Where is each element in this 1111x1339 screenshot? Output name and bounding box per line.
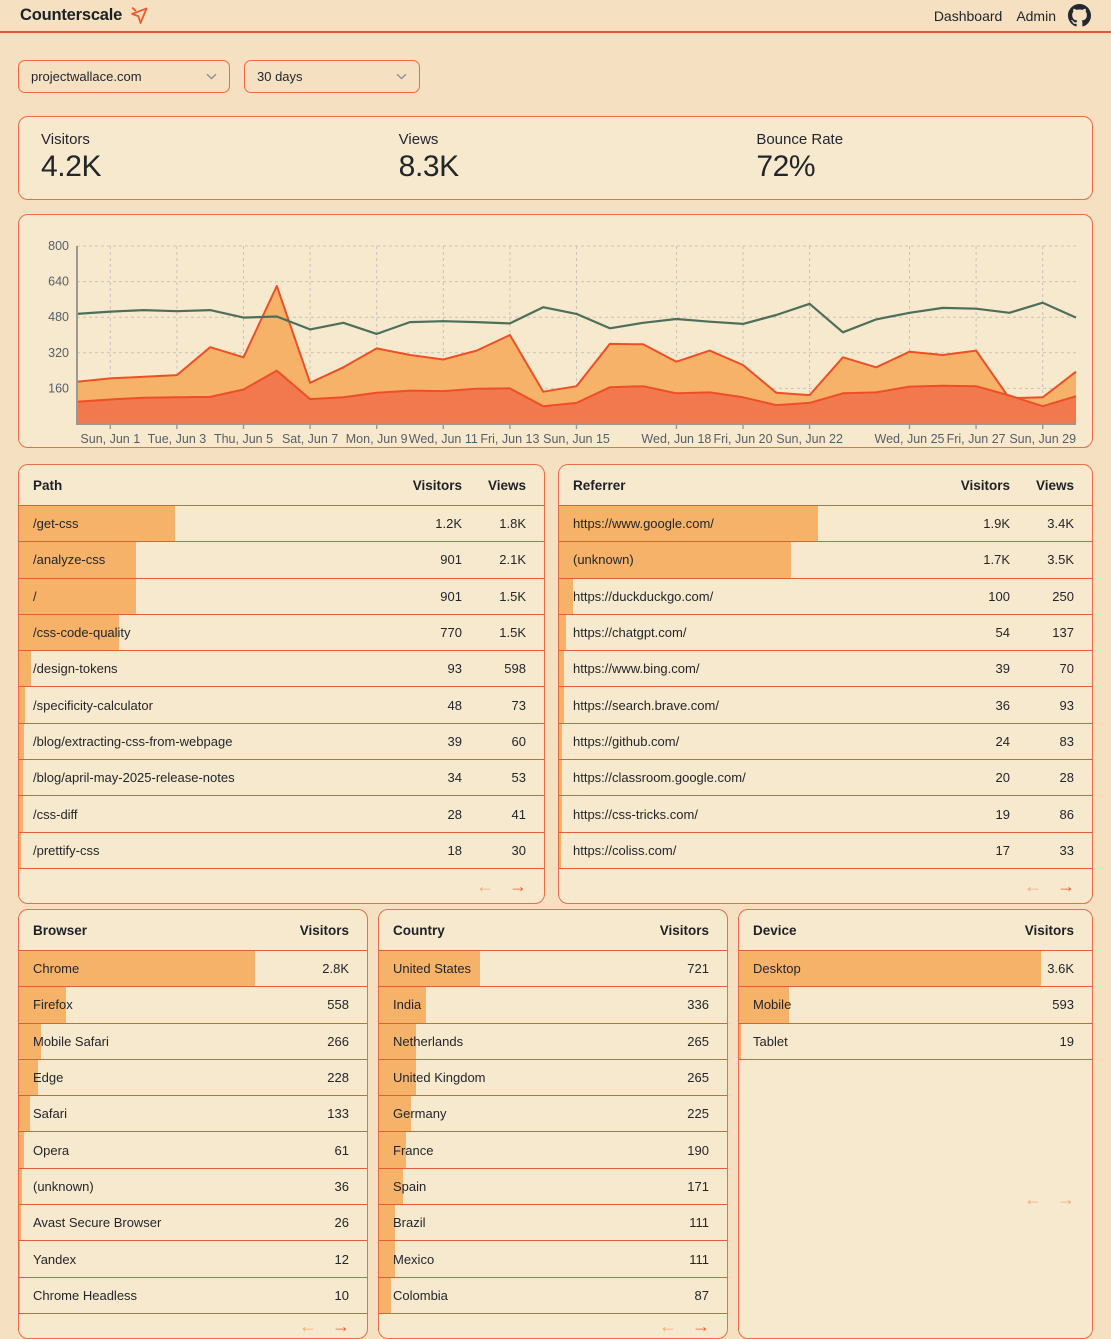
- referrer-table-card: [558, 464, 1093, 904]
- table-pagination: [19, 868, 544, 903]
- github-icon[interactable]: [1068, 4, 1091, 27]
- stat-label: Bounce Rate: [756, 131, 844, 148]
- row-value: 1.7K: [983, 552, 1010, 568]
- dashboard-main: [0, 60, 1111, 1339]
- svg-text:Sun, Jun 1: Sun, Jun 1: [80, 432, 141, 446]
- browser-table-card: [18, 909, 368, 1339]
- column-header: Referrer: [573, 477, 626, 493]
- table-pagination: [19, 1313, 367, 1339]
- table-header: [19, 465, 544, 505]
- row-share-bar: [19, 1096, 30, 1131]
- svg-text:Wed, Jun 25: Wed, Jun 25: [874, 432, 945, 446]
- row-value: 250: [1052, 588, 1074, 604]
- column-header: Path: [33, 477, 63, 493]
- row-share-bar: [379, 1278, 391, 1313]
- table-row[interactable]: [379, 1277, 727, 1313]
- svg-text:Tue, Jun 3: Tue, Jun 3: [147, 432, 207, 446]
- row-label: https://www.google.com/: [573, 516, 714, 532]
- table-row[interactable]: [379, 1059, 727, 1095]
- filter-bar: [18, 60, 1093, 93]
- row-label: Firefox: [33, 997, 73, 1013]
- row-value: 30: [511, 842, 526, 858]
- table-row[interactable]: [19, 686, 544, 722]
- row-value: 48: [447, 697, 462, 713]
- cursor-logo-icon: [129, 5, 150, 26]
- row-value: 558: [327, 997, 349, 1013]
- row-label: https://www.bing.com/: [573, 661, 700, 677]
- row-share-bar: [19, 1241, 20, 1276]
- svg-text:Fri, Jun 13: Fri, Jun 13: [480, 432, 540, 446]
- table-header: [559, 465, 1092, 505]
- summary-stats-card: [18, 116, 1093, 200]
- table-row[interactable]: [379, 1023, 727, 1059]
- column-header: Visitors: [659, 922, 709, 938]
- prev-page-arrow[interactable]: ←: [1024, 875, 1042, 896]
- table-row[interactable]: [559, 541, 1092, 577]
- row-value: 100: [988, 588, 1010, 604]
- row-value: 73: [511, 697, 526, 713]
- table-pagination: [559, 868, 1092, 903]
- table-pagination: [739, 1059, 1092, 1338]
- row-value: 12: [334, 1251, 349, 1267]
- svg-text:640: 640: [48, 274, 69, 289]
- row-label: India: [393, 997, 422, 1013]
- next-page-arrow[interactable]: →: [1057, 875, 1075, 896]
- table-row[interactable]: [559, 614, 1092, 650]
- row-value: 901: [440, 552, 462, 568]
- row-label: /blog/april-may-2025-release-notes: [33, 770, 235, 786]
- brand[interactable]: [20, 5, 150, 26]
- stat-visitors: [19, 131, 377, 199]
- row-share-bar: [559, 833, 561, 868]
- table-rows: [379, 950, 727, 1313]
- row-value: 61: [334, 1142, 349, 1158]
- row-value: 87: [694, 1287, 709, 1303]
- table-row[interactable]: [379, 1168, 727, 1204]
- column-header: Visitors: [960, 477, 1010, 493]
- row-value: 54: [995, 625, 1010, 641]
- row-value: 20: [995, 770, 1010, 786]
- table-rows: [19, 505, 544, 868]
- row-label: Safari: [33, 1106, 67, 1122]
- row-label: https://coliss.com/: [573, 842, 677, 858]
- nav-admin[interactable]: Admin: [1016, 7, 1056, 24]
- row-value: 2.1K: [499, 552, 526, 568]
- row-label: Tablet: [753, 1033, 788, 1049]
- row-value: 19: [1059, 1033, 1074, 1049]
- stat-views: [377, 131, 735, 199]
- svg-text:Sun, Jun 15: Sun, Jun 15: [543, 432, 610, 446]
- row-label: Desktop: [753, 961, 801, 977]
- row-value: 171: [687, 1178, 709, 1194]
- row-label: /get-css: [33, 516, 79, 532]
- table-row[interactable]: [379, 1204, 727, 1240]
- chevron-down-icon: [206, 73, 217, 80]
- table-row[interactable]: [19, 614, 544, 650]
- row-value: 1.8K: [499, 516, 526, 532]
- table-row[interactable]: [19, 578, 544, 614]
- site-select[interactable]: [18, 60, 230, 93]
- table-row[interactable]: [559, 759, 1092, 795]
- row-label: https://classroom.google.com/: [573, 770, 746, 786]
- row-share-bar: [19, 833, 21, 868]
- row-label: France: [393, 1142, 434, 1158]
- stat-bounce-rate: [734, 131, 1092, 199]
- row-label: /analyze-css: [33, 552, 106, 568]
- row-label: /css-diff: [33, 806, 78, 822]
- row-value: 225: [687, 1106, 709, 1122]
- row-share-bar: [19, 687, 25, 722]
- row-value: 18: [447, 842, 462, 858]
- row-label: (unknown): [573, 552, 634, 568]
- row-value: 133: [327, 1106, 349, 1122]
- row-value: 3.6K: [1047, 961, 1074, 977]
- row-value: 1.9K: [983, 516, 1010, 532]
- row-label: https://css-tricks.com/: [573, 806, 698, 822]
- row-share-bar: [559, 615, 566, 650]
- table-row[interactable]: [19, 1131, 367, 1167]
- row-share-bar: [559, 760, 562, 795]
- table-row[interactable]: [559, 686, 1092, 722]
- row-value: 770: [440, 625, 462, 641]
- table-row[interactable]: [19, 1023, 367, 1059]
- row-value: 336: [687, 997, 709, 1013]
- row-label: Germany: [393, 1106, 447, 1122]
- row-value: 39: [995, 661, 1010, 677]
- row-value: 1.5K: [499, 625, 526, 641]
- svg-text:Wed, Jun 11: Wed, Jun 11: [408, 432, 478, 446]
- row-label: /blog/extracting-css-from-webpage: [33, 733, 233, 749]
- row-value: 36: [334, 1178, 349, 1194]
- table-row[interactable]: [19, 723, 544, 759]
- row-label: Spain: [393, 1178, 427, 1194]
- table-row[interactable]: [559, 832, 1092, 868]
- row-value: 33: [1059, 842, 1074, 858]
- row-share-bar: [19, 651, 31, 686]
- row-label: /css-code-quality: [33, 625, 131, 641]
- table-row[interactable]: [559, 795, 1092, 831]
- table-row[interactable]: [379, 1131, 727, 1167]
- table-row[interactable]: [379, 1095, 727, 1131]
- site-select-value: projectwallace.com: [31, 69, 142, 84]
- prev-page-arrow[interactable]: ←: [1024, 1188, 1042, 1209]
- chevron-down-icon: [396, 73, 407, 80]
- table-row[interactable]: [559, 578, 1092, 614]
- row-value: 901: [440, 588, 462, 604]
- row-label: Brazil: [393, 1215, 426, 1231]
- row-value: 2.8K: [322, 961, 349, 977]
- table-row[interactable]: [559, 723, 1092, 759]
- row-value: 86: [1059, 806, 1074, 822]
- row-label: https://search.brave.com/: [573, 697, 719, 713]
- row-value: 265: [687, 1033, 709, 1049]
- column-header: Views: [487, 477, 526, 493]
- row-label: /specificity-calculator: [33, 697, 153, 713]
- row-label: https://github.com/: [573, 733, 680, 749]
- row-share-bar: [19, 760, 23, 795]
- row-share-bar: [559, 651, 564, 686]
- stat-value: 4.2K: [41, 150, 102, 183]
- row-share-bar: [19, 1205, 21, 1240]
- table-row[interactable]: [379, 986, 727, 1022]
- path-referrer-tables: [18, 464, 1093, 904]
- row-share-bar: [19, 1278, 20, 1313]
- traffic-chart: [29, 224, 1093, 448]
- row-value: 24: [995, 733, 1010, 749]
- row-value: 137: [1052, 625, 1074, 641]
- row-value: 26: [334, 1215, 349, 1231]
- svg-text:Thu, Jun 5: Thu, Jun 5: [213, 432, 274, 446]
- top-nav: [934, 4, 1091, 27]
- table-row[interactable]: [19, 759, 544, 795]
- svg-text:Sun, Jun 22: Sun, Jun 22: [776, 432, 843, 446]
- row-share-bar: [19, 1132, 24, 1167]
- row-value: 70: [1059, 661, 1074, 677]
- svg-text:Fri, Jun 27: Fri, Jun 27: [946, 432, 1006, 446]
- table-pagination: [379, 1313, 727, 1339]
- svg-text:Sun, Jun 29: Sun, Jun 29: [1009, 432, 1077, 446]
- row-value: 28: [447, 806, 462, 822]
- row-label: /prettify-css: [33, 842, 100, 858]
- table-row[interactable]: [739, 1023, 1092, 1059]
- row-label: (unknown): [33, 1178, 94, 1194]
- prev-page-arrow[interactable]: ←: [659, 1316, 677, 1337]
- row-value: 593: [1052, 997, 1074, 1013]
- row-value: 265: [687, 1070, 709, 1086]
- svg-text:Fri, Jun 20: Fri, Jun 20: [713, 432, 773, 446]
- top-bar: [0, 0, 1111, 33]
- table-header: [19, 910, 367, 950]
- row-label: Opera: [33, 1142, 70, 1158]
- browser-country-device-tables: [18, 909, 1093, 1339]
- country-table-card: [378, 909, 728, 1339]
- table-row[interactable]: [19, 1204, 367, 1240]
- row-label: Mobile Safari: [33, 1033, 109, 1049]
- table-row[interactable]: [19, 1240, 367, 1276]
- row-value: 39: [447, 733, 462, 749]
- svg-text:Wed, Jun 18: Wed, Jun 18: [641, 432, 712, 446]
- table-row[interactable]: [19, 950, 367, 986]
- table-rows: [739, 950, 1092, 1059]
- row-value: 60: [511, 733, 526, 749]
- row-value: 721: [687, 961, 709, 977]
- row-value: 93: [447, 661, 462, 677]
- stat-value: 72%: [756, 150, 816, 183]
- row-share-bar: [559, 687, 564, 722]
- table-row[interactable]: [19, 986, 367, 1022]
- row-label: Netherlands: [393, 1033, 464, 1049]
- table-row[interactable]: [559, 650, 1092, 686]
- prev-page-arrow[interactable]: ←: [299, 1316, 317, 1337]
- row-value: 3.4K: [1047, 516, 1074, 532]
- next-page-arrow[interactable]: →: [509, 875, 527, 896]
- row-value: 598: [504, 661, 526, 677]
- row-value: 28: [1059, 770, 1074, 786]
- table-row[interactable]: [19, 1277, 367, 1313]
- prev-page-arrow[interactable]: ←: [476, 875, 494, 896]
- svg-text:Sat, Jun 7: Sat, Jun 7: [281, 432, 339, 446]
- table-row[interactable]: [19, 1168, 367, 1204]
- row-value: 93: [1059, 697, 1074, 713]
- svg-text:800: 800: [48, 239, 69, 253]
- svg-text:320: 320: [48, 345, 69, 360]
- svg-text:160: 160: [48, 381, 69, 396]
- row-share-bar: [19, 796, 23, 831]
- row-label: https://chatgpt.com/: [573, 625, 687, 641]
- row-label: United States: [393, 961, 472, 977]
- table-rows: [19, 950, 367, 1313]
- brand-name: Counterscale: [20, 6, 123, 24]
- device-table-card: [738, 909, 1093, 1339]
- row-share-bar: [559, 579, 573, 614]
- table-row[interactable]: [379, 1240, 727, 1276]
- row-value: 19: [995, 806, 1010, 822]
- row-value: 36: [995, 697, 1010, 713]
- nav-dashboard[interactable]: Dashboard: [933, 7, 1003, 24]
- table-row[interactable]: [379, 950, 727, 986]
- table-header: [739, 910, 1092, 950]
- column-header: Country: [393, 922, 445, 938]
- column-header: Device: [753, 922, 797, 938]
- table-row[interactable]: [19, 541, 544, 577]
- row-value: 1.2K: [435, 516, 462, 532]
- column-header: Visitors: [1024, 922, 1074, 938]
- row-label: Edge: [33, 1070, 64, 1086]
- stat-value: 8.3K: [398, 150, 459, 183]
- table-header: [379, 910, 727, 950]
- row-value: 17: [995, 842, 1010, 858]
- row-label: Chrome: [33, 961, 80, 977]
- table-row[interactable]: [739, 986, 1092, 1022]
- row-label: Avast Secure Browser: [33, 1215, 162, 1231]
- row-label: /: [33, 588, 37, 604]
- table-row[interactable]: [19, 832, 544, 868]
- row-value: 83: [1059, 733, 1074, 749]
- row-value: 34: [447, 770, 462, 786]
- next-page-arrow[interactable]: →: [1057, 1188, 1075, 1209]
- table-row[interactable]: [559, 505, 1092, 541]
- row-share-bar: [559, 724, 562, 759]
- table-row[interactable]: [739, 950, 1092, 986]
- svg-text:480: 480: [48, 310, 69, 325]
- row-label: Chrome Headless: [33, 1287, 138, 1303]
- row-label: Mobile: [753, 997, 792, 1013]
- row-value: 1.5K: [499, 588, 526, 604]
- column-header: Browser: [33, 922, 88, 938]
- row-value: 41: [511, 806, 526, 822]
- row-share-bar: [19, 724, 24, 759]
- column-header: Views: [1035, 477, 1074, 493]
- row-value: 228: [327, 1070, 349, 1086]
- row-value: 53: [511, 770, 526, 786]
- table-rows: [559, 505, 1092, 868]
- table-row[interactable]: [19, 650, 544, 686]
- column-header: Visitors: [412, 477, 462, 493]
- row-value: 111: [689, 1251, 709, 1267]
- row-share-bar: [559, 796, 562, 831]
- path-table-card: [18, 464, 545, 904]
- traffic-chart-card: [18, 214, 1093, 448]
- row-value: 190: [687, 1142, 709, 1158]
- row-label: Yandex: [33, 1251, 77, 1267]
- row-label: Mexico: [393, 1251, 435, 1267]
- next-page-arrow[interactable]: →: [692, 1316, 710, 1337]
- row-share-bar: [19, 1169, 22, 1204]
- table-row[interactable]: [19, 795, 544, 831]
- table-row[interactable]: [19, 1059, 367, 1095]
- column-header: Visitors: [299, 922, 349, 938]
- row-value: 10: [334, 1287, 349, 1303]
- row-value: 111: [689, 1215, 709, 1231]
- row-label: United Kingdom: [393, 1070, 486, 1086]
- table-row[interactable]: [19, 505, 544, 541]
- date-range-value: 30 days: [257, 69, 303, 84]
- next-page-arrow[interactable]: →: [332, 1316, 350, 1337]
- table-row[interactable]: [19, 1095, 367, 1131]
- row-value: 266: [327, 1033, 349, 1049]
- row-share-bar: [739, 1024, 741, 1059]
- date-range-select[interactable]: [244, 60, 420, 93]
- row-label: Colombia: [393, 1287, 448, 1303]
- svg-text:Mon, Jun 9: Mon, Jun 9: [345, 432, 408, 446]
- row-label: https://duckduckgo.com/: [573, 588, 714, 604]
- row-label: /design-tokens: [33, 661, 118, 677]
- stat-label: Visitors: [41, 131, 90, 148]
- row-value: 3.5K: [1047, 552, 1074, 568]
- stat-label: Views: [398, 131, 439, 148]
